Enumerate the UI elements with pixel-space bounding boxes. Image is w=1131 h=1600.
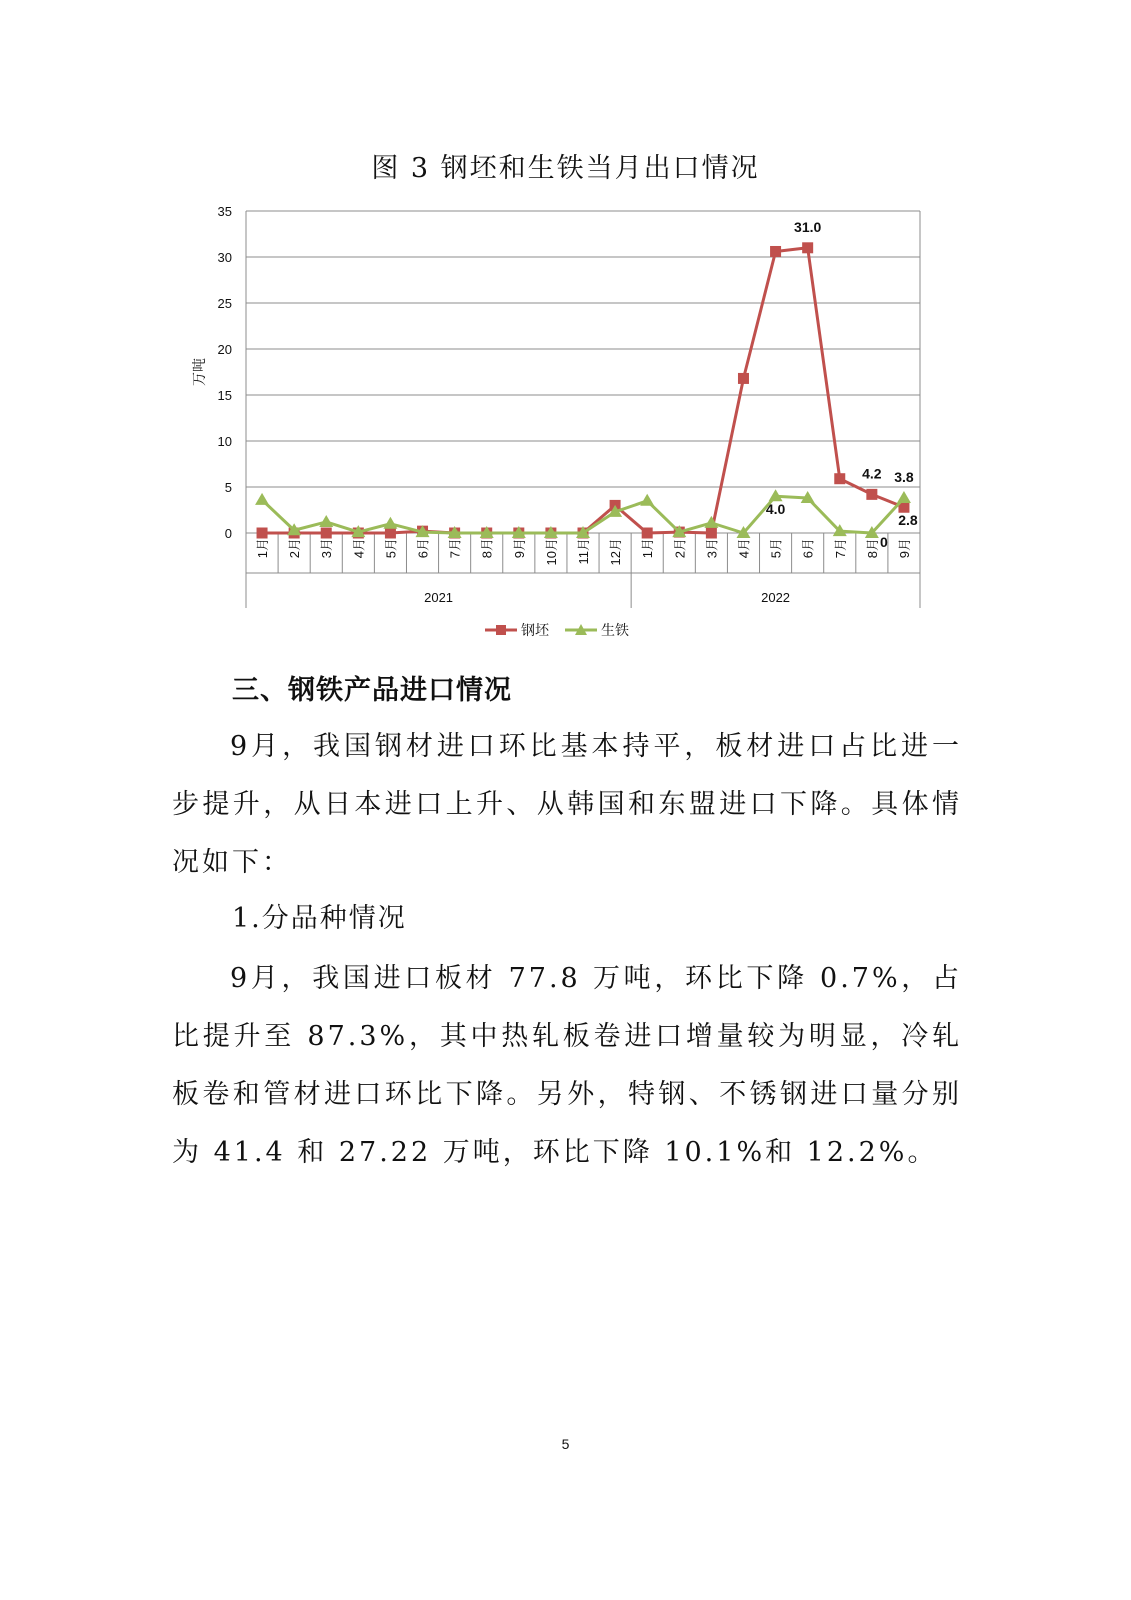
data-point: [255, 493, 269, 505]
x-tick-label: 6月: [415, 538, 431, 559]
y-tick-label: 30: [217, 250, 232, 265]
legend-marker: [496, 625, 506, 635]
data-point: [770, 246, 781, 257]
y-tick-label: 35: [217, 204, 232, 219]
sub-heading: 1.分品种情况: [232, 903, 407, 934]
x-tick-label: 4月: [736, 538, 752, 559]
section-heading: 三、钢铁产品进口情况: [232, 675, 512, 706]
data-point: [319, 515, 333, 527]
x-tick-label: 3月: [319, 538, 335, 559]
x-tick-label: 7月: [447, 538, 463, 559]
x-tick-label: 10月: [543, 538, 559, 566]
export-line-chart: [180, 196, 960, 656]
x-tick-label: 7月: [832, 538, 848, 559]
x-tick-label: 2月: [672, 538, 688, 559]
data-point: [802, 242, 813, 253]
data-point: [257, 528, 268, 539]
data-point: [383, 517, 397, 529]
x-tick-label: 9月: [511, 538, 527, 559]
y-axis-label: 万吨: [191, 358, 207, 386]
data-point: [834, 473, 845, 484]
data-point: [704, 516, 718, 528]
data-label: 4.2: [862, 465, 882, 482]
x-tick-label: 3月: [704, 538, 720, 559]
data-point: [385, 528, 396, 539]
x-tick-label: 12月: [608, 538, 624, 566]
data-label: 31.0: [794, 218, 822, 235]
x-tick-label: 4月: [351, 538, 367, 559]
x-tick-label: 5月: [383, 538, 399, 559]
series-line-0: [262, 248, 904, 533]
data-point: [706, 528, 717, 539]
x-tick-label: 11月: [576, 538, 591, 565]
legend-label: 生铁: [601, 622, 629, 638]
x-tick-label: 1月: [255, 538, 271, 559]
x-tick-label: 8月: [479, 538, 495, 559]
page-number: 5: [561, 1436, 570, 1452]
data-point: [866, 489, 877, 500]
x-tick-label: 6月: [800, 538, 816, 559]
data-point: [640, 494, 654, 506]
year-label: 2021: [424, 590, 454, 605]
y-tick-label: 15: [217, 388, 232, 403]
y-tick-label: 0: [224, 526, 232, 541]
legend-label: 钢坯: [521, 622, 549, 638]
data-label: 3.8: [894, 469, 914, 486]
y-tick-label: 25: [217, 296, 232, 311]
data-label: 4.0: [765, 501, 786, 518]
data-point: [321, 528, 332, 539]
paragraph-varieties: 9月，我国进口板材 77.8 万吨，环比下降 0.7%，占比提升至 87.3%，其中热轧板卷进口增量较为明显，冷轧板卷和管材进口环比下降。另外，特钢、不锈钢进口量分别为 41.4 和 27.22 万吨，环比下降 10.1%和 12.2%。: [172, 963, 962, 1168]
chart-title: 图 3 钢坯和生铁当月出口情况: [371, 153, 760, 184]
y-tick-label: 5: [224, 480, 232, 495]
x-tick-label: 5月: [768, 538, 784, 559]
x-tick-label: 2月: [287, 538, 303, 559]
data-point: [642, 528, 653, 539]
year-label: 2022: [761, 590, 791, 605]
y-tick-label: 10: [217, 434, 232, 449]
x-tick-label: 9月: [896, 538, 912, 559]
y-tick-label: 20: [217, 342, 232, 357]
paragraph-overview: 9月，我国钢材进口环比基本持平，板材进口占比进一步提升，从日本进口上升、从韩国和东盟进口下降。具体情况如下：: [172, 731, 962, 878]
data-label: 0: [879, 534, 888, 550]
x-tick-label: 1月: [640, 538, 656, 559]
data-point: [897, 491, 911, 503]
x-tick-label: 8月: [864, 538, 880, 559]
data-label: 2.8: [898, 512, 918, 529]
data-point: [738, 373, 749, 384]
